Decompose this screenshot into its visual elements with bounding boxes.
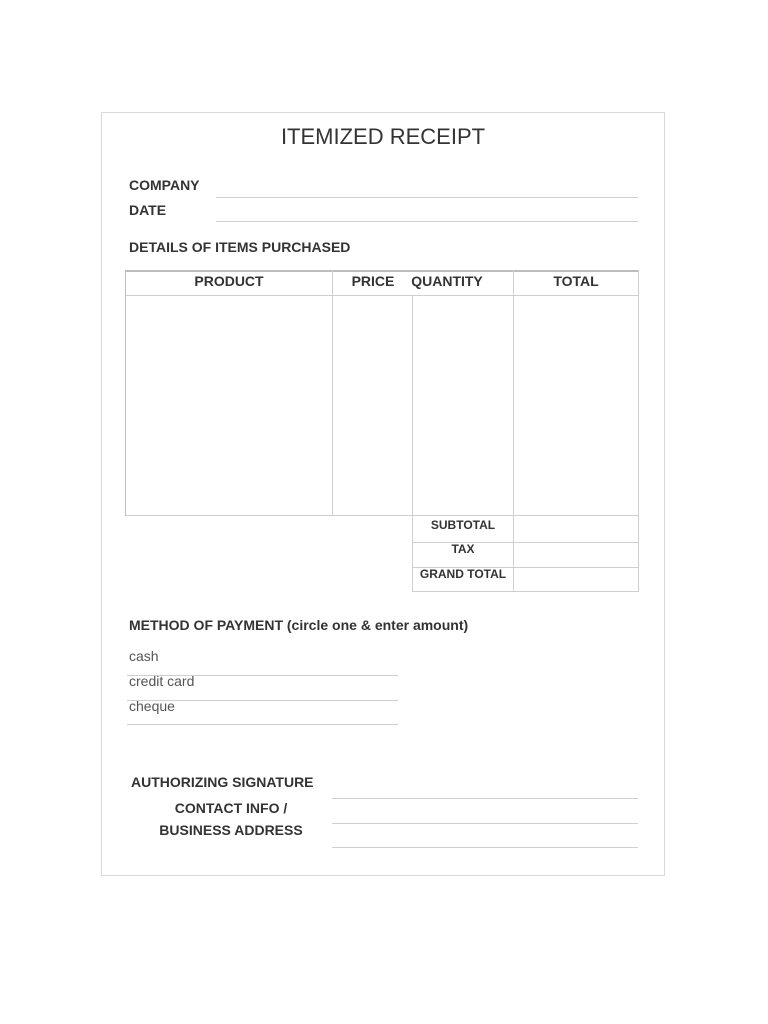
- tax-label: TAX: [451, 542, 475, 556]
- col-header-price: PRICE: [351, 273, 395, 289]
- date-label: DATE: [129, 202, 167, 218]
- tax-value-cell[interactable]: [514, 543, 638, 567]
- contact-line-2[interactable]: [332, 847, 638, 848]
- subtotal-label: SUBTOTAL: [430, 518, 496, 532]
- receipt-title: ITEMIZED RECEIPT: [280, 124, 486, 149]
- business-address-label: BUSINESS ADDRESS: [159, 822, 303, 838]
- table-right-border: [638, 270, 639, 592]
- quantity-entry-cell[interactable]: [413, 296, 513, 515]
- company-label: COMPANY: [129, 177, 200, 193]
- grand-total-value-cell[interactable]: [514, 568, 638, 591]
- col-header-total: TOTAL: [553, 273, 599, 289]
- contact-line-1[interactable]: [332, 823, 638, 824]
- col-header-product: PRODUCT: [194, 273, 264, 289]
- total-entry-cell[interactable]: [514, 296, 638, 515]
- signature-line[interactable]: [332, 798, 638, 799]
- authorizing-signature-label: AUTHORIZING SIGNATURE: [131, 774, 314, 790]
- col-header-quantity: QUANTITY: [411, 273, 483, 289]
- date-field[interactable]: [216, 221, 638, 222]
- company-field[interactable]: [216, 197, 638, 198]
- price-entry-cell[interactable]: [333, 296, 412, 515]
- payment-heading: METHOD OF PAYMENT (circle one & enter amount): [129, 617, 469, 633]
- payment-option-cheque[interactable]: cheque: [129, 698, 175, 714]
- subtotal-value-cell[interactable]: [514, 516, 638, 542]
- product-entry-cell[interactable]: [126, 296, 332, 515]
- summary-bottom-border: [412, 591, 638, 592]
- grand-total-label: GRAND TOTAL: [419, 567, 507, 581]
- payment-line-cheque[interactable]: [127, 724, 398, 725]
- contact-info-label: CONTACT INFO /: [174, 800, 288, 816]
- items-heading: DETAILS OF ITEMS PURCHASED: [129, 239, 351, 255]
- payment-option-cash[interactable]: cash: [129, 648, 159, 664]
- payment-option-credit-card[interactable]: credit card: [129, 673, 195, 689]
